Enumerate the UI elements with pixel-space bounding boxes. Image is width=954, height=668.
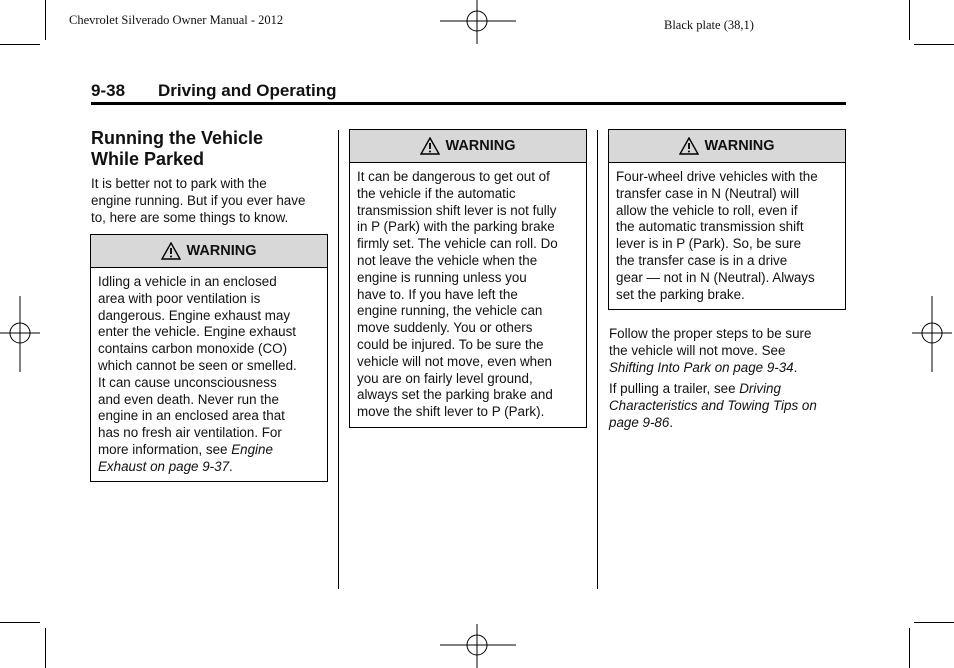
- column-divider: [338, 130, 339, 589]
- crop-mark: [45, 0, 46, 40]
- text-line: Four-wheel drive vehicles with the: [616, 169, 818, 184]
- cross-reference-link[interactable]: Driving: [739, 381, 781, 396]
- text-line: firmly set. The vehicle can roll. Do: [357, 236, 558, 252]
- text-line: enter the vehicle. Engine exhaust: [98, 324, 297, 340]
- cross-reference-link[interactable]: Engine: [231, 441, 273, 457]
- text-line: always set the parking brake and: [357, 387, 553, 403]
- text-line: Idling a vehicle in an enclosed: [98, 274, 277, 289]
- text-line: set the parking brake.: [616, 286, 745, 302]
- text-line: and even death. Never run the: [98, 391, 279, 407]
- crop-mark: [45, 628, 46, 668]
- crop-mark: [914, 622, 954, 623]
- text-line: engine running, the vehicle can: [357, 303, 543, 319]
- text-line: lever is in P (Park). So, be sure: [616, 236, 802, 252]
- text-line: [609, 360, 849, 377]
- text-fragment: If pulling a trailer, see: [609, 381, 740, 396]
- cross-reference-link[interactable]: Shifting Into Park on page 9-34: [609, 359, 794, 375]
- warning-box-transfer-case: [608, 129, 846, 310]
- text-line: contains carbon monoxide (CO): [98, 341, 288, 357]
- text-line: transfer case in N (Neutral) will: [616, 185, 800, 201]
- manual-title: Chevrolet Silverado Owner Manual - 2012: [69, 13, 284, 27]
- text-line: move suddenly. You or others: [357, 320, 533, 336]
- park-paragraph: [609, 326, 849, 376]
- text-fragment: .: [669, 414, 674, 430]
- title-line: Running the Vehicle: [91, 128, 264, 148]
- crop-mark: [909, 628, 910, 668]
- text-line: gear — not in N (Neutral). Always: [616, 269, 815, 285]
- text-line: dangerous. Engine exhaust may: [98, 307, 291, 323]
- cross-reference-link[interactable]: page 9-86: [609, 414, 670, 430]
- warning-label: WARNING: [445, 138, 516, 154]
- warning-icon: [679, 137, 699, 155]
- intro-paragraph: [91, 176, 331, 226]
- crop-mark: [0, 44, 40, 45]
- registration-mark-icon: [440, 624, 516, 668]
- text-line: not leave the vehicle when the: [357, 252, 538, 268]
- text-line: transmission shift lever is not fully: [357, 202, 557, 218]
- text-line: vehicle will not move, even when: [357, 353, 553, 369]
- text-line: engine in an enclosed area that: [98, 408, 285, 424]
- registration-mark-icon: [912, 296, 952, 372]
- text-line: [609, 381, 849, 398]
- text-line: It can cause unconsciousness: [98, 374, 277, 390]
- warning-header: [350, 130, 586, 163]
- text-line: Follow the proper steps to be sure: [609, 326, 812, 341]
- cross-reference-link[interactable]: Characteristics and Towing Tips on: [609, 397, 817, 413]
- text-line: area with poor ventilation is: [98, 290, 261, 306]
- text-line: It can be dangerous to get out of: [357, 169, 550, 184]
- text-fragment: .: [229, 458, 233, 474]
- column-divider: [597, 130, 598, 589]
- warning-icon: [161, 242, 181, 260]
- text-line: the vehicle will not move. See: [609, 342, 786, 358]
- text-line: could be injured. To be sure the: [357, 336, 544, 352]
- text-line: engine is running unless you: [357, 269, 527, 285]
- text-line: which cannot be seen or smelled.: [98, 357, 297, 373]
- warning-label: WARNING: [704, 138, 775, 154]
- warning-box-exhaust: [90, 234, 328, 482]
- plate-label: Black plate (38,1): [664, 18, 754, 32]
- crop-mark: [0, 622, 40, 623]
- page-number: 9-38: [91, 81, 126, 100]
- text-line: [98, 459, 320, 476]
- section-title: Driving and Operating: [158, 81, 337, 100]
- text-line: It is better not to park with the: [91, 176, 267, 191]
- registration-mark-icon: [440, 0, 516, 44]
- text-line: the vehicle if the automatic: [357, 185, 516, 201]
- text-line: [609, 415, 849, 432]
- warning-header: [91, 235, 327, 268]
- warning-text: [609, 163, 845, 303]
- text-line: have to. If you have left the: [357, 286, 518, 302]
- cross-reference-link[interactable]: Exhaust on page 9-37: [98, 458, 230, 474]
- crop-mark: [909, 0, 910, 40]
- warning-text: [350, 163, 586, 421]
- warning-icon: [420, 137, 440, 155]
- text-line: engine running. But if you ever have: [91, 192, 306, 208]
- registration-mark-icon: [0, 296, 40, 372]
- text-line: you are on fairly level ground,: [357, 370, 533, 386]
- warning-box-shift-lever: [349, 129, 587, 428]
- crop-mark: [914, 44, 954, 45]
- text-line: the transfer case is in a drive: [616, 252, 788, 268]
- section-heading: [91, 81, 337, 101]
- text-line: move the shift lever to P (Park).: [357, 404, 545, 420]
- title-line: While Parked: [91, 149, 205, 169]
- text-line: [98, 442, 320, 459]
- warning-label: WARNING: [186, 243, 257, 259]
- text-line: has no fresh air ventilation. For: [98, 425, 282, 441]
- text-line: in P (Park) with the parking brake: [357, 219, 555, 235]
- text-fragment: more information, see: [98, 441, 232, 457]
- text-line: to, here are some things to know.: [91, 209, 289, 225]
- text-line: [609, 398, 849, 415]
- text-line: allow the vehicle to roll, even if: [616, 202, 798, 218]
- trailer-paragraph: [609, 381, 849, 431]
- text-line: the automatic transmission shift: [616, 219, 804, 235]
- warning-text: [91, 268, 327, 476]
- section-rule: [91, 102, 846, 105]
- warning-header: [609, 130, 845, 163]
- text-fragment: .: [793, 359, 798, 375]
- page-title: [91, 128, 326, 170]
